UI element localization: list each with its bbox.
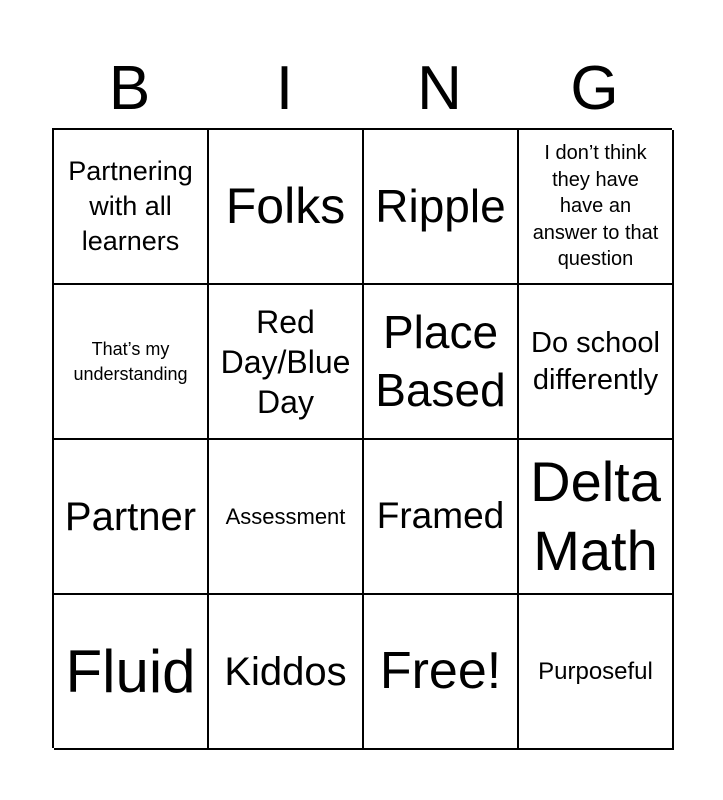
header-letter-b: B (108, 54, 151, 123)
bingo-cell-r4c2[interactable] (209, 595, 364, 750)
bingo-cell-r4c4[interactable] (519, 595, 674, 750)
cell-label: Do school differently (531, 327, 660, 396)
cell-label: Purposeful (538, 657, 653, 685)
cell-label: That’s my understanding (73, 339, 188, 384)
bingo-cell-r4c1[interactable] (54, 595, 209, 750)
cell-label: Delta Math (530, 450, 661, 582)
bingo-cell-r1c4[interactable] (519, 130, 674, 285)
bingo-grid (52, 128, 672, 748)
bingo-cell-r3c2[interactable] (209, 440, 364, 595)
header-letter-n: N (417, 54, 462, 123)
cell-label: Framed (376, 495, 505, 537)
cell-label: Ripple (375, 179, 506, 232)
bingo-cell-r3c1[interactable] (54, 440, 209, 595)
cell-label: Partnering with all learners (68, 155, 193, 257)
cell-label: I don’t think they have have an answer to that question (532, 142, 659, 271)
bingo-cell-r3c3[interactable] (364, 440, 519, 595)
cell-label: Partner (64, 494, 197, 539)
bingo-cell-r2c2[interactable] (209, 285, 364, 440)
header-letter-g: G (570, 54, 619, 123)
bingo-cell-r2c3[interactable] (364, 285, 519, 440)
bingo-header (52, 50, 672, 128)
bingo-cell-r1c2[interactable] (209, 130, 364, 285)
header-letter-i: I (275, 54, 294, 123)
bingo-cell-r3c4[interactable] (519, 440, 674, 595)
cell-label: Free! (379, 641, 502, 700)
bingo-cell-r2c1[interactable] (54, 285, 209, 440)
bingo-cell-r2c4[interactable] (519, 285, 674, 440)
cell-label: Assessment (225, 503, 346, 529)
bingo-cell-r4c3[interactable] (364, 595, 519, 750)
bingo-cell-r1c1[interactable] (54, 130, 209, 285)
cell-label: Place Based (375, 306, 506, 416)
bingo-cell-r1c3[interactable] (364, 130, 519, 285)
cell-label: Fluid (65, 638, 196, 705)
cell-label: Red Day/Blue Day (220, 303, 351, 420)
cell-label: Kiddos (224, 649, 347, 694)
cell-label: Folks (225, 177, 346, 234)
